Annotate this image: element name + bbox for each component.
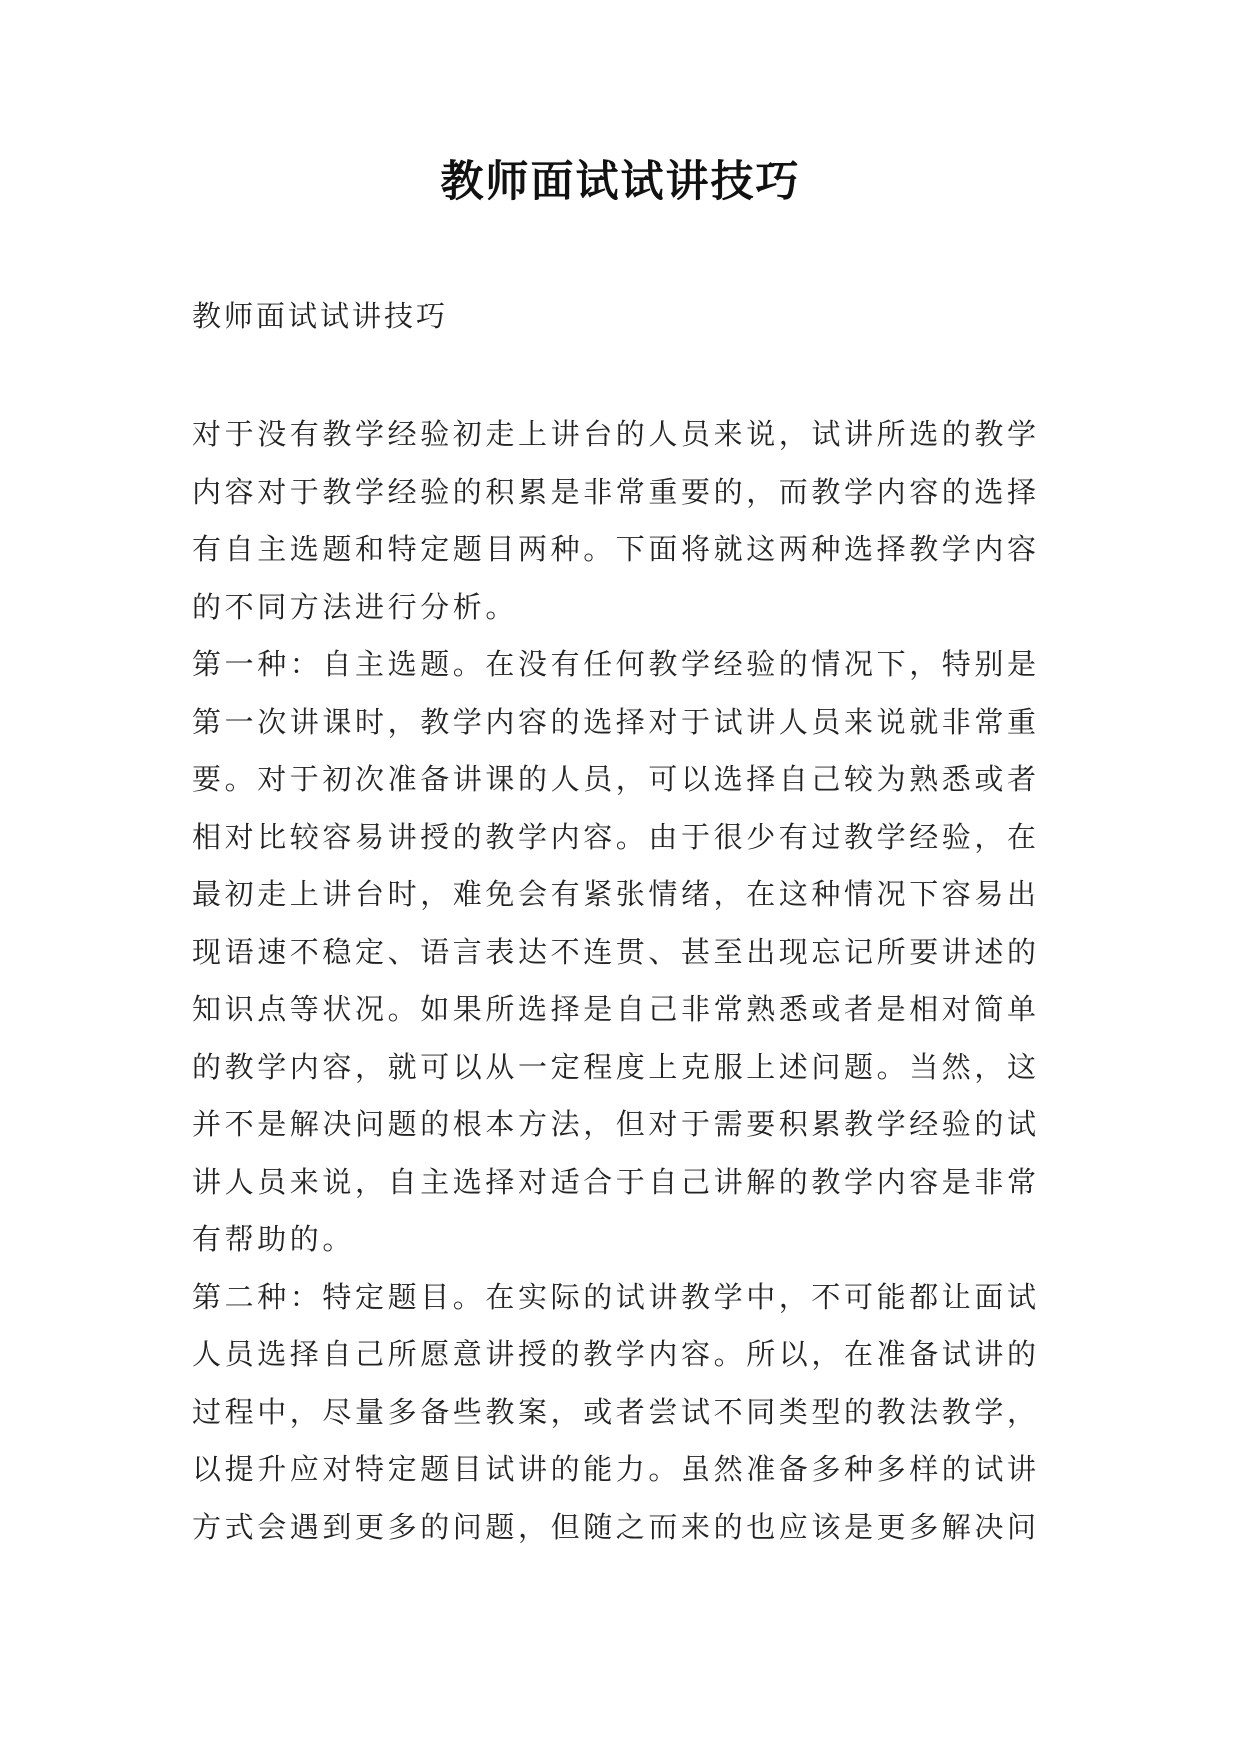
text-line: 有帮助的。 [192, 1222, 356, 1256]
paragraph-first-method [192, 636, 1072, 1269]
text-line: 的教学内容，就可以从一定程度上克服上述问题。当然，这 [192, 1049, 1040, 1084]
text-line: 现语速不稳定、语言表达不连贯、甚至出现忘记所要讲述的 [192, 934, 1040, 969]
text-line: 内容对于教学经验的积累是非常重要的，而教学内容的选择 [192, 474, 1040, 509]
text-line: 第一种：自主选题。在没有任何教学经验的情况下，特别是 [192, 647, 1040, 681]
paragraph-second-method [192, 1269, 1072, 1557]
text-line: 要。对于初次准备讲课的人员，可以选择自己较为熟悉或者 [192, 762, 1040, 796]
text-line: 讲人员来说，自主选择对适合于自己讲解的教学内容是非常 [192, 1164, 1040, 1199]
text-line: 相对比较容易讲授的教学内容。由于很少有过教学经验，在 [192, 819, 1040, 854]
text-line: 的不同方法进行分析。 [192, 589, 519, 624]
document-subtitle: 教师面试试讲技巧 [192, 299, 449, 333]
paragraph-intro [192, 406, 1072, 636]
text-line: 过程中，尽量多备些教案，或者尝试不同类型的教法教学， [192, 1394, 1040, 1429]
text-line: 人员选择自己所愿意讲授的教学内容。所以，在准备试讲的 [192, 1337, 1040, 1371]
text-line: 以提升应对特定题目试讲的能力。虽然准备多种多样的试讲 [192, 1452, 1040, 1486]
text-line: 第二种：特定题目。在实际的试讲教学中，不可能都让面试 [192, 1279, 1040, 1314]
document-title: 教师面试试讲技巧 [440, 157, 801, 207]
text-line: 有自主选题和特定题目两种。下面将就这两种选择教学内容 [192, 532, 1040, 566]
document-body [192, 406, 1072, 1556]
text-line: 方式会遇到更多的问题，但随之而来的也应该是更多解决问 [192, 1509, 1040, 1544]
text-line: 第一次讲课时，教学内容的选择对于试讲人员来说就非常重 [192, 704, 1040, 739]
text-line: 并不是解决问题的根本方法，但对于需要积累教学经验的试 [192, 1107, 1040, 1141]
text-line: 知识点等状况。如果所选择是自己非常熟悉或者是相对简单 [192, 992, 1040, 1026]
text-line: 对于没有教学经验初走上讲台的人员来说，试讲所选的教学 [192, 417, 1040, 451]
text-line: 最初走上讲台时，难免会有紧张情绪，在这种情况下容易出 [192, 877, 1040, 911]
